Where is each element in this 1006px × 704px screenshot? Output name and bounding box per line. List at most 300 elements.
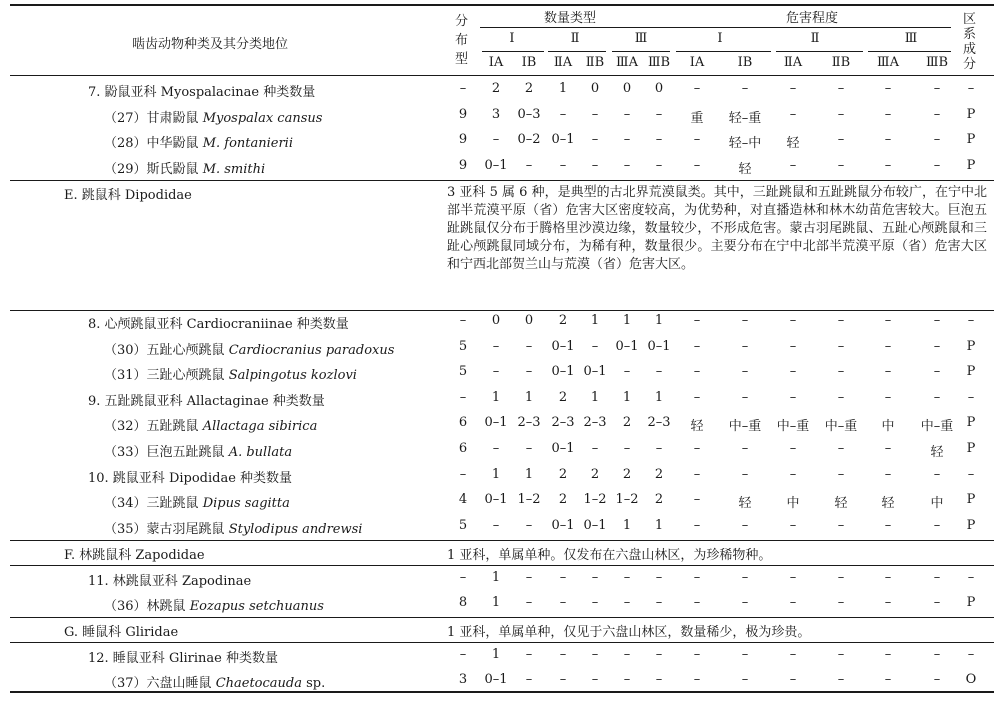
damage-cell: –	[741, 390, 749, 405]
quantity-cell: –	[623, 570, 631, 585]
quantity-cell: –	[525, 441, 533, 456]
quantity-cell: 1	[654, 313, 664, 328]
quantity-cell: 2	[524, 81, 534, 96]
quantity-cell: –	[591, 441, 599, 456]
damage-cell: –	[884, 158, 892, 173]
damage-cell: –	[789, 441, 797, 456]
quantity-cell: 2	[558, 467, 568, 482]
dist-type-cell: 9	[458, 132, 468, 147]
row-label	[104, 132, 293, 151]
row-label-text: 10. 跳鼠亚科 Dipodidae 种类数量	[88, 471, 293, 486]
damage-cell: –	[933, 390, 941, 405]
quantity-cell: –	[623, 364, 631, 379]
damage-cell: –	[741, 81, 749, 96]
row-latin-name: Allactaga sibirica	[202, 419, 318, 434]
quantity-cell: –	[591, 107, 599, 122]
row-label	[104, 158, 265, 177]
family-label-dipodidae: E. 跳鼠科 Dipodidae	[64, 188, 192, 203]
region-cell: P	[966, 441, 976, 456]
quantity-cell: –	[559, 647, 567, 662]
quantity-cell: –	[492, 441, 500, 456]
damage-cell: –	[837, 390, 845, 405]
quantity-cell: 0	[622, 81, 632, 96]
damage-cell: 中	[881, 419, 895, 434]
damage-cell: –	[789, 595, 797, 610]
damage-cell: –	[884, 518, 892, 533]
quantity-cell: 2	[654, 467, 664, 482]
quantity-cell: 2	[558, 492, 568, 507]
row-label	[88, 390, 325, 409]
row-label	[104, 415, 317, 434]
row-latin-name: Myospalax cansus	[202, 111, 323, 126]
region-cell: P	[966, 492, 976, 507]
damage-cell: –	[933, 518, 941, 533]
damage-cell: –	[789, 518, 797, 533]
damage-cell: –	[693, 441, 701, 456]
dist-type-cell: –	[459, 570, 467, 585]
row-label-text: （35）蒙古羽尾跳鼠	[104, 522, 229, 537]
damage-cell: –	[693, 595, 701, 610]
header-d-group-1: Ⅰ	[717, 31, 723, 46]
header-q-sub-2: ⅠB	[521, 55, 537, 70]
quantity-cell: –	[525, 672, 533, 687]
quantity-cell: 1	[491, 647, 501, 662]
row-label-text: （33）巨泡五趾跳鼠	[104, 445, 229, 460]
region-cell: –	[967, 81, 975, 96]
damage-cell: –	[933, 132, 941, 147]
damage-cell: –	[693, 158, 701, 173]
header-species-title: 啮齿动物种类及其分类地位	[132, 37, 289, 52]
header-subrule-d1	[676, 51, 771, 52]
damage-cell: –	[741, 467, 749, 482]
row-latin-name: Dipus sagitta	[202, 496, 290, 511]
region-cell: P	[966, 158, 976, 173]
damage-cell: –	[837, 518, 845, 533]
region-cell: –	[967, 390, 975, 405]
quantity-cell: 1	[524, 467, 534, 482]
quantity-cell: –	[525, 518, 533, 533]
row-label	[104, 364, 357, 383]
quantity-cell: –	[591, 570, 599, 585]
damage-cell: –	[837, 339, 845, 354]
quantity-cell: 2	[622, 415, 632, 430]
damage-cell: –	[837, 467, 845, 482]
quantity-cell: 1	[558, 81, 568, 96]
header-q-sub-1: ⅠA	[488, 55, 504, 70]
damage-cell: –	[693, 518, 701, 533]
quantity-cell: –	[525, 595, 533, 610]
row-label-text: 7. 鼢鼠亚科 Myospalacinae 种类数量	[88, 85, 316, 100]
row-label-text: （36）林跳鼠	[104, 599, 190, 614]
quantity-cell: 2–3	[583, 415, 607, 430]
row-label-text: （30）五趾心颅跳鼠	[104, 343, 229, 358]
quantity-cell: –	[655, 570, 663, 585]
row-label-text: 12. 睡鼠亚科 Glirinae 种类数量	[88, 651, 278, 666]
damage-cell: 轻–中	[728, 136, 762, 151]
quantity-cell: 0–1	[484, 492, 508, 507]
family-rule	[10, 642, 994, 643]
damage-cell: –	[741, 672, 749, 687]
damage-cell: –	[884, 364, 892, 379]
quantity-cell: 0–1	[583, 364, 607, 379]
damage-cell: 轻	[930, 445, 944, 460]
damage-cell: –	[693, 313, 701, 328]
header-dist-type-1: 分	[455, 14, 469, 29]
damage-cell: –	[741, 364, 749, 379]
quantity-cell: 0	[590, 81, 600, 96]
damage-cell: –	[693, 492, 701, 507]
quantity-cell: 0	[524, 313, 534, 328]
damage-cell: 轻	[690, 419, 704, 434]
quantity-cell: 1	[524, 390, 534, 405]
damage-cell: –	[933, 570, 941, 585]
header-d-group-3: Ⅲ	[904, 31, 918, 46]
row-latin-name: Eozapus setchuanus	[189, 599, 324, 614]
damage-cell: –	[789, 390, 797, 405]
damage-cell: –	[693, 672, 701, 687]
quantity-cell: –	[559, 672, 567, 687]
row-latin-name: Cardiocranius paradoxus	[228, 343, 395, 358]
header-group-rule	[480, 27, 951, 28]
header-bottom-rule	[10, 75, 994, 76]
region-cell: P	[966, 518, 976, 533]
quantity-cell: –	[655, 107, 663, 122]
row-latin-name: Stylodipus andrewsi	[228, 522, 363, 537]
quantity-cell: 0–1	[484, 672, 508, 687]
header-region-2: 系	[963, 27, 977, 42]
quantity-cell: –	[655, 647, 663, 662]
damage-cell: –	[741, 339, 749, 354]
damage-cell: –	[884, 313, 892, 328]
damage-cell: –	[837, 107, 845, 122]
dist-type-cell: 5	[458, 364, 468, 379]
damage-cell: –	[884, 595, 892, 610]
quantity-cell: 2–3	[551, 415, 575, 430]
row-label-text: （32）五趾跳鼠	[104, 419, 203, 434]
damage-cell: –	[693, 467, 701, 482]
quantity-cell: –	[525, 364, 533, 379]
damage-cell: –	[884, 647, 892, 662]
quantity-cell: 2–3	[517, 415, 541, 430]
quantity-cell: 2	[491, 81, 501, 96]
quantity-cell: –	[655, 441, 663, 456]
region-cell: –	[967, 647, 975, 662]
quantity-cell: –	[655, 595, 663, 610]
row-label	[104, 339, 394, 358]
family-rule	[10, 565, 994, 566]
region-cell: –	[967, 313, 975, 328]
row-label	[104, 107, 322, 126]
quantity-cell: 0–1	[647, 339, 671, 354]
damage-cell: 中–重	[920, 419, 954, 434]
quantity-cell: –	[591, 672, 599, 687]
quantity-cell: –	[623, 441, 631, 456]
quantity-cell: –	[591, 339, 599, 354]
quantity-cell: 2–3	[647, 415, 671, 430]
damage-cell: –	[789, 647, 797, 662]
quantity-cell: 1–2	[615, 492, 639, 507]
damage-cell: 中–重	[824, 419, 858, 434]
damage-cell: 轻	[738, 496, 752, 511]
quantity-cell: 0–2	[517, 132, 541, 147]
row-label-text: （34）三趾跳鼠	[104, 496, 203, 511]
row-latin-name: Chaetocauda	[215, 676, 302, 691]
row-label-text: （29）斯氏鼢鼠	[104, 162, 203, 177]
quantity-cell: –	[559, 595, 567, 610]
quantity-cell: –	[591, 595, 599, 610]
quantity-cell: –	[525, 570, 533, 585]
quantity-cell: –	[559, 570, 567, 585]
quantity-cell: 0	[654, 81, 664, 96]
damage-cell: –	[789, 672, 797, 687]
row-label	[104, 441, 292, 460]
header-subrule-q2	[548, 51, 606, 52]
quantity-cell: –	[525, 339, 533, 354]
region-cell: O	[965, 672, 977, 687]
quantity-cell: –	[655, 132, 663, 147]
dist-type-cell: 9	[458, 107, 468, 122]
damage-cell: 轻	[881, 496, 895, 511]
row-label	[104, 672, 325, 691]
damage-cell: –	[789, 107, 797, 122]
dist-type-cell: –	[459, 467, 467, 482]
quantity-cell: 0–1	[551, 132, 575, 147]
region-cell: –	[967, 467, 975, 482]
quantity-cell: 1	[622, 313, 632, 328]
quantity-cell: 1	[590, 390, 600, 405]
header-d-sub-4: ⅡB	[831, 55, 851, 70]
quantity-cell: –	[655, 364, 663, 379]
quantity-cell: –	[623, 647, 631, 662]
damage-cell: 轻–重	[728, 111, 762, 126]
damage-cell: –	[837, 132, 845, 147]
quantity-cell: –	[492, 518, 500, 533]
quantity-cell: 1	[491, 570, 501, 585]
damage-cell: –	[837, 647, 845, 662]
dist-type-cell: 4	[458, 492, 468, 507]
damage-cell: –	[789, 364, 797, 379]
quantity-cell: 1	[491, 467, 501, 482]
quantity-cell: –	[525, 158, 533, 173]
damage-cell: –	[789, 81, 797, 96]
damage-cell: –	[884, 672, 892, 687]
row-label	[104, 595, 324, 614]
damage-cell: –	[837, 81, 845, 96]
row-latin-name: M. fontanierii	[202, 136, 294, 151]
row-label	[88, 81, 315, 100]
quantity-cell: –	[591, 132, 599, 147]
damage-cell: 轻	[738, 162, 752, 177]
row-label-text: 9. 五趾跳鼠亚科 Allactaginae 种类数量	[88, 394, 325, 409]
damage-cell: –	[933, 647, 941, 662]
region-cell: P	[966, 339, 976, 354]
damage-cell: –	[837, 570, 845, 585]
damage-cell: –	[884, 467, 892, 482]
header-quantity-type: 数量类型	[544, 11, 597, 26]
quantity-cell: –	[492, 339, 500, 354]
dist-type-cell: –	[459, 647, 467, 662]
row-label-suffix: sp.	[301, 676, 326, 691]
row-latin-name: Salpingotus kozlovi	[228, 368, 357, 383]
region-cell: P	[966, 415, 976, 430]
header-q-group-1: Ⅰ	[509, 31, 515, 46]
header-subrule-d2	[776, 51, 863, 52]
header-q-sub-3: ⅡA	[553, 55, 573, 70]
damage-cell: –	[741, 518, 749, 533]
damage-cell: –	[933, 107, 941, 122]
header-dist-type-3: 型	[455, 52, 469, 67]
damage-cell: –	[789, 339, 797, 354]
quantity-cell: 1	[590, 313, 600, 328]
family-label-gliridae: G. 睡鼠科 Gliridae	[64, 625, 179, 640]
dist-type-cell: 9	[458, 158, 468, 173]
dist-type-cell: –	[459, 390, 467, 405]
quantity-cell: –	[492, 364, 500, 379]
row-label-text: 8. 心颅跳鼠亚科 Cardiocraniinae 种类数量	[88, 317, 349, 332]
quantity-cell: 0–1	[615, 339, 639, 354]
family-rule	[10, 617, 994, 618]
region-cell: P	[966, 132, 976, 147]
dist-type-cell: 8	[458, 595, 468, 610]
damage-cell: –	[837, 595, 845, 610]
damage-cell: –	[693, 570, 701, 585]
dist-type-cell: –	[459, 313, 467, 328]
family-note-gliridae: 1 亚科，单属单种，仅见于六盘山林区，数量稀少，极为珍贵。	[447, 625, 811, 640]
header-region-4: 分	[963, 57, 977, 72]
row-label	[88, 647, 278, 666]
quantity-cell: –	[623, 595, 631, 610]
header-dist-type-2: 布	[455, 33, 469, 48]
quantity-cell: 0–1	[551, 364, 575, 379]
dist-type-cell: 3	[458, 672, 468, 687]
row-latin-name: A. bullata	[228, 445, 293, 460]
damage-cell: –	[933, 158, 941, 173]
damage-cell: 中–重	[728, 419, 762, 434]
quantity-cell: –	[655, 158, 663, 173]
quantity-cell: 1–2	[517, 492, 541, 507]
damage-cell: 中	[930, 496, 944, 511]
region-cell: P	[966, 364, 976, 379]
table-bottom-rule	[10, 691, 994, 693]
damage-cell: 轻	[786, 136, 800, 151]
quantity-cell: 0–1	[583, 518, 607, 533]
dist-type-cell: 6	[458, 441, 468, 456]
damage-cell: 轻	[834, 496, 848, 511]
header-subrule-q3	[612, 51, 670, 52]
row-label-text: （28）中华鼢鼠	[104, 136, 203, 151]
quantity-cell: –	[591, 647, 599, 662]
quantity-cell: 0–3	[517, 107, 541, 122]
quantity-cell: 1	[654, 518, 664, 533]
damage-cell: –	[789, 467, 797, 482]
quantity-cell: –	[623, 672, 631, 687]
damage-cell: –	[933, 672, 941, 687]
damage-cell: –	[933, 313, 941, 328]
header-q-sub-5: ⅢA	[616, 55, 638, 70]
quantity-cell: 1–2	[583, 492, 607, 507]
row-label-text: （37）六盘山睡鼠	[104, 676, 216, 691]
damage-cell: –	[693, 339, 701, 354]
dist-type-cell: 5	[458, 518, 468, 533]
damage-cell: –	[693, 647, 701, 662]
header-d-group-2: Ⅱ	[810, 31, 820, 46]
damage-cell: –	[693, 132, 701, 147]
header-q-group-2: Ⅱ	[570, 31, 580, 46]
damage-cell: –	[693, 81, 701, 96]
quantity-cell: 0–1	[484, 158, 508, 173]
quantity-cell: 1	[622, 390, 632, 405]
damage-cell: –	[933, 364, 941, 379]
region-cell: –	[967, 570, 975, 585]
quantity-cell: –	[525, 647, 533, 662]
quantity-cell: 2	[558, 313, 568, 328]
damage-cell: –	[837, 672, 845, 687]
quantity-cell: –	[559, 107, 567, 122]
damage-cell: –	[741, 441, 749, 456]
quantity-cell: 1	[491, 595, 501, 610]
family-rule	[10, 540, 994, 541]
family-rule	[10, 180, 994, 181]
quantity-cell: 1	[622, 518, 632, 533]
row-latin-name: M. smithi	[202, 162, 266, 177]
quantity-cell: –	[623, 158, 631, 173]
damage-cell: –	[884, 81, 892, 96]
damage-cell: –	[837, 313, 845, 328]
quantity-cell: –	[655, 672, 663, 687]
damage-cell: –	[933, 81, 941, 96]
damage-cell: –	[933, 595, 941, 610]
dist-type-cell: 6	[458, 415, 468, 430]
quantity-cell: 2	[590, 467, 600, 482]
damage-cell: 重	[690, 111, 704, 126]
damage-cell: –	[789, 570, 797, 585]
damage-cell: –	[741, 647, 749, 662]
damage-cell: –	[884, 339, 892, 354]
header-d-sub-1: ⅠA	[689, 55, 705, 70]
damage-cell: –	[741, 313, 749, 328]
quantity-cell: –	[559, 158, 567, 173]
family-note-dipodidae: 3 亚科 5 属 6 种，是典型的古北界荒漠鼠类。其中，三趾跳鼠和五趾跳鼠分布较广，在宁中北部半荒漠平原（省）危害大区密度较高，为优势种，对直播造林和林木幼苗危害较大。巨泡五趾跳鼠仅分布于腾格里沙漠边缘，数量较少，不形成危害。蒙古羽尾跳鼠、五趾心颅跳鼠和三趾心颅跳鼠同域分布，为稀有种，数量很少。主要分布在宁中北部半荒漠平原（省）危害大区和宁西北部贺兰山与荒漠（省）危害大区。	[447, 185, 987, 272]
quantity-cell: 1	[654, 390, 664, 405]
damage-cell: –	[884, 570, 892, 585]
damage-cell: –	[884, 132, 892, 147]
quantity-cell: 3	[491, 107, 501, 122]
quantity-cell: 2	[622, 467, 632, 482]
quantity-cell: 0	[491, 313, 501, 328]
row-label-text: 11. 林跳鼠亚科 Zapodinae	[88, 574, 252, 589]
header-d-sub-3: ⅡA	[783, 55, 803, 70]
quantity-cell: –	[623, 132, 631, 147]
header-q-sub-4: ⅡB	[585, 55, 605, 70]
header-d-sub-6: ⅢB	[925, 55, 949, 70]
quantity-cell: –	[591, 158, 599, 173]
quantity-cell: 1	[491, 390, 501, 405]
damage-cell: –	[789, 158, 797, 173]
damage-cell: –	[693, 364, 701, 379]
quantity-cell: 0–1	[551, 518, 575, 533]
header-region-3: 成	[963, 42, 977, 57]
header-d-sub-5: ⅢA	[877, 55, 899, 70]
table-top-rule	[10, 4, 994, 6]
damage-cell: –	[884, 441, 892, 456]
dist-type-cell: –	[459, 81, 467, 96]
header-region-1: 区	[963, 12, 977, 27]
damage-cell: –	[837, 158, 845, 173]
quantity-cell: 0–1	[484, 415, 508, 430]
damage-cell: –	[741, 570, 749, 585]
region-cell: P	[966, 595, 976, 610]
damage-cell: –	[837, 364, 845, 379]
